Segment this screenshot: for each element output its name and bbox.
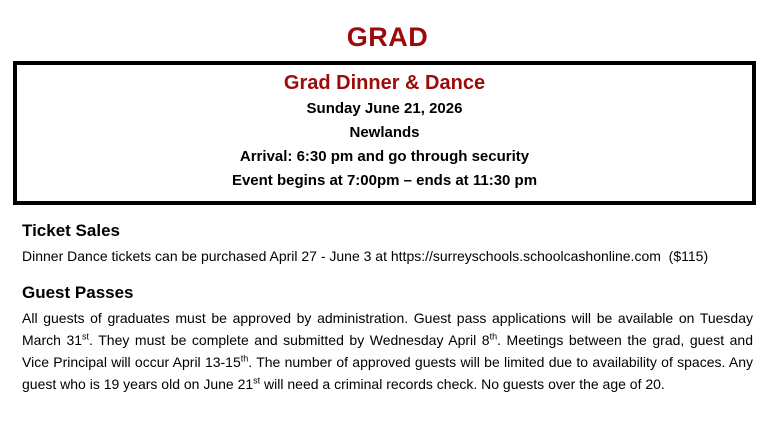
guest-passes-heading: Guest Passes — [22, 283, 134, 302]
document-page — [0, 22, 775, 431]
guest-passes-body — [22, 307, 753, 395]
event-arrival-line: Arrival: 6:30 pm and go through security — [239, 148, 530, 165]
guest-passes-text-segment: . The number of approved guests will be limited due to availability of spaces. Any guest who is 19 years old on June 21 — [22, 354, 753, 392]
ordinal-superscript: st — [82, 331, 90, 342]
guest-passes-text-segment: will need a criminal records check. No guests over the age of 20. — [260, 376, 665, 392]
ticket-sales-section — [22, 221, 753, 267]
page-title: GRAD — [346, 22, 429, 52]
guest-passes-section — [22, 283, 753, 395]
event-box-title: Grad Dinner & Dance — [283, 72, 486, 94]
guest-passes-text-segment: All guests of graduates must be approved by administration. Guest pass applications will be available on Tuesday March 31 — [22, 310, 753, 348]
ordinal-superscript: st — [253, 375, 261, 386]
guest-passes-text-segment: . They must be complete and submitted by Wednesday April 8 — [89, 332, 490, 348]
event-venue-line: Newlands — [349, 124, 420, 141]
guest-passes-text-segment: . Meetings between the grad, guest and Vice Principal will occur April 13-15 — [22, 332, 754, 370]
event-details-box — [13, 61, 756, 205]
event-date-line: Sunday June 21, 2026 — [306, 100, 463, 117]
ticket-sales-body: Dinner Dance tickets can be purchased April 27 - June 3 at https://surreyschools.schoolcashonline.com ($115) — [22, 248, 709, 264]
ticket-sales-heading: Ticket Sales — [22, 221, 120, 240]
event-times-line: Event begins at 7:00pm – ends at 11:30 pm — [231, 172, 538, 189]
ordinal-superscript: th — [489, 331, 498, 342]
ordinal-superscript: th — [240, 353, 249, 364]
